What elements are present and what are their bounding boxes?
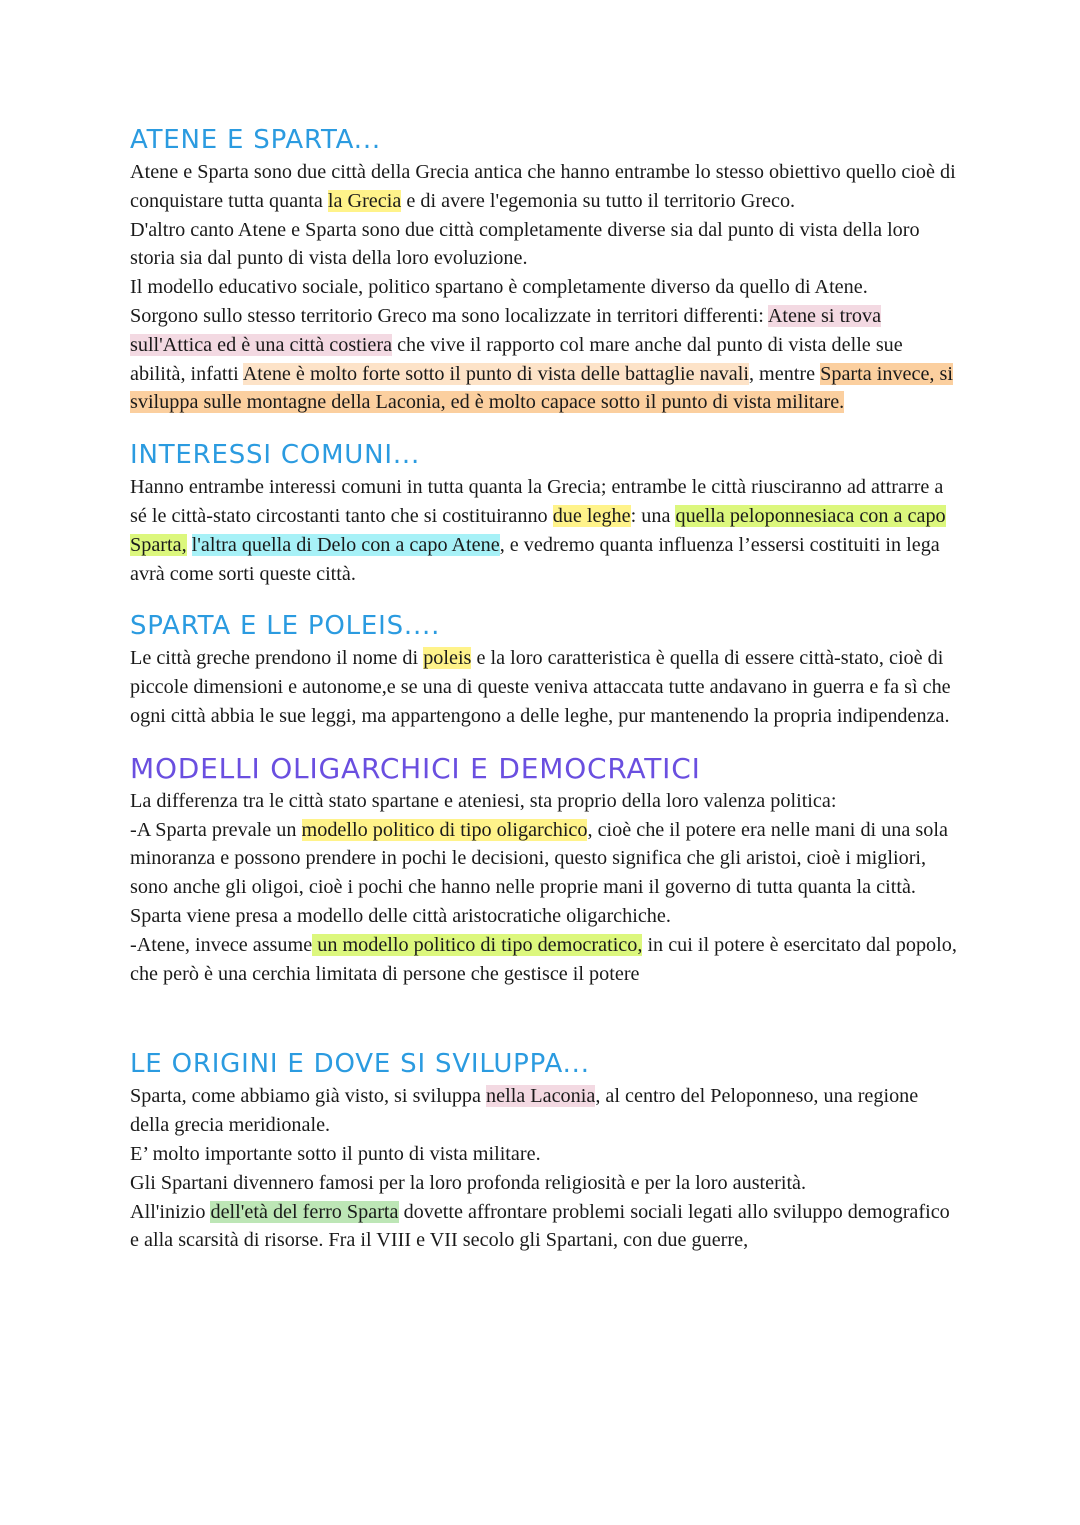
paragraph: La differenza tra le città stato spartane e ateniesi, sta proprio della loro valenza politica: xyxy=(130,789,837,812)
highlight: Sparta invece, si sviluppa sulle montagne della Laconia, ed è molto capace sotto il punto di vista militare. xyxy=(130,362,953,414)
text-run: -Atene, invece assume xyxy=(130,933,313,956)
text-run: Atene e Sparta sono due città della Grecia antica che hanno entrambe lo stesso obiettivo quello cioè di conquistare tutta quanta xyxy=(130,161,956,212)
paragraph xyxy=(130,816,960,902)
text-run: , mentre xyxy=(748,362,821,385)
paragraph xyxy=(130,473,960,588)
section-atene-e-sparta xyxy=(130,122,960,417)
highlight: Atene si trova sull'Attica ed è una città costiera xyxy=(130,304,882,356)
highlight: poleis xyxy=(423,647,472,670)
highlight: quella peloponnesiaca con a capo Sparta, xyxy=(130,504,946,556)
paragraph xyxy=(130,1082,960,1140)
highlight: due leghe xyxy=(552,504,631,527)
text-run: -A Sparta prevale un xyxy=(130,818,302,841)
paragraph xyxy=(130,158,960,216)
section-heading: MODELLI OLIGARCHICI E DEMOCRATICI xyxy=(130,751,701,785)
section-modelli-oligarchici xyxy=(130,751,960,989)
text-run: Sparta, come abbiamo già visto, si sviluppa xyxy=(130,1085,487,1108)
text-run: , cioè che il potere era nelle mani di una sola minoranza e possono prendere in pochi le decisioni, questo significa che gli aristoi, cioè i migliori, sono anche gli oligoi, cioè i pochi che hanno nelle proprie mani il governo di tutta quanta la città. xyxy=(130,818,948,899)
paragraph: Il modello educativo sociale, politico spartano è completamente diverso da quello di Atene. xyxy=(130,276,868,299)
paragraph: Gli Spartani divennero famosi per la loro profonda religiosità e per la loro austerità. xyxy=(130,1171,807,1194)
highlight: dell'età del ferro Sparta xyxy=(210,1200,399,1223)
text-run: , al centro del Peloponneso, una regione della grecia meridionale. xyxy=(130,1085,919,1137)
text-run: dovette affrontare problemi sociali legati allo sviluppo demografico e alla scarsità di risorse. Fra il VIII e VII secolo gli Spartani, con due guerre, xyxy=(130,1200,950,1252)
highlight: modello politico di tipo oligarchico xyxy=(301,818,588,841)
text-run: Hanno entrambe interessi comuni in tutta quanta la Grecia; entrambe le città riusciranno ad attrarre a sé le città-stato circostanti tanto che si costituiranno xyxy=(130,476,944,527)
text-run: e di avere l'egemonia su tutto il territorio Greco. xyxy=(401,189,796,212)
paragraph xyxy=(130,931,960,989)
section-interessi-comuni xyxy=(130,437,960,588)
text-run: All'inizio xyxy=(130,1200,211,1223)
text-run: in cui il potere è esercitato dal popolo, che però è una cerchia limitata di persone che gestisce il potere xyxy=(130,933,957,985)
text-run: , e vedremo quanta influenza l’essersi costituiti in lega avrà come sorti queste città. xyxy=(130,533,940,585)
text-run: che vive il rapporto col mare anche dal punto di vista delle sue abilità, infatti xyxy=(130,333,903,385)
paragraph: Sparta viene presa a modello delle città aristocratiche oligarchiche. xyxy=(130,904,671,927)
paragraph xyxy=(130,1198,960,1256)
section-le-origini xyxy=(130,1046,960,1255)
paragraph: D'altro canto Atene e Sparta sono due città completamente diverse sia dal punto di vista della loro storia sia dal punto di vista della loro evoluzione. xyxy=(130,218,920,270)
text-run: e la loro caratteristica è quella di essere città-stato, cioè di piccole dimensioni e autonome,e se una di queste veniva attaccata tutte andavano in guerra e fa sì che ogni città abbia le sue leggi, ma appartengono a delle leghe, pur mantenendo la propria indipendenza. xyxy=(130,647,951,727)
highlight: la Grecia xyxy=(327,189,402,212)
text-run xyxy=(187,534,192,556)
paragraph xyxy=(130,302,960,417)
highlight: nella Laconia xyxy=(486,1085,596,1108)
section-heading: INTERESSI COMUNI... xyxy=(130,440,421,471)
text-run: Sorgono sullo stesso territorio Greco ma sono localizzate in territori differenti: xyxy=(130,304,768,327)
section-heading: ATENE E SPARTA... xyxy=(130,125,381,155)
text-run: : una xyxy=(630,504,676,527)
section-heading: LE ORIGINI E DOVE SI SVILUPPA... xyxy=(130,1049,590,1080)
highlight: un modello politico di tipo democratico, xyxy=(312,933,643,956)
section-sparta-e-le-poleis xyxy=(130,608,960,730)
document-page xyxy=(130,122,960,1255)
section-heading: SPARTA E LE POLEIS.... xyxy=(130,611,441,642)
paragraph: E’ molto importante sotto il punto di vista militare. xyxy=(130,1142,541,1165)
highlight: l'altra quella di Delo con a capo Atene xyxy=(191,533,500,556)
text-run: Le città greche prendono il nome di xyxy=(130,647,424,670)
paragraph xyxy=(130,644,960,730)
highlight: Atene è molto forte sotto il punto di vista delle battaglie navali xyxy=(242,362,749,385)
